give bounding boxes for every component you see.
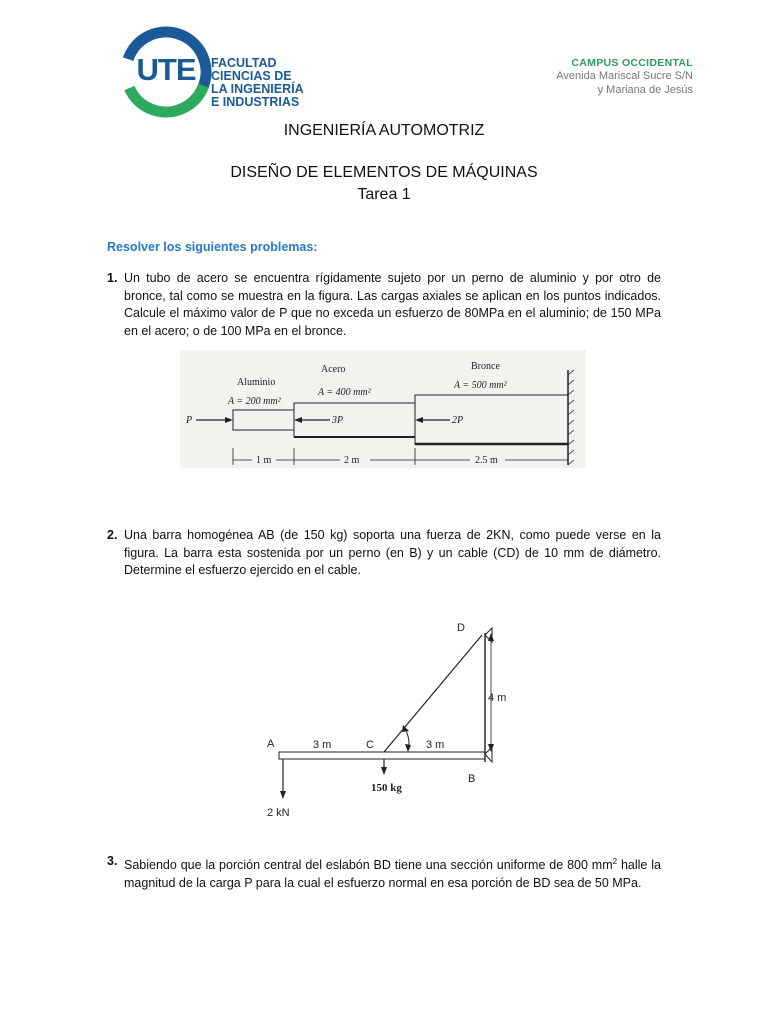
dimension-1: 1 m <box>256 455 272 466</box>
weight-label: 150 kg <box>371 782 402 794</box>
problem-2-text: Una barra homogénea AB (de 150 kg) soporta una fuerza de 2KN, como puede verse en la figura. La barra esta sostenida por un perno (en B) y un cable (CD) de 10 mm de diámetro. Determine el esfuerzo ejercido en el cable. <box>124 528 661 577</box>
campus-address-line2: y Mariana de Jesús <box>597 84 693 96</box>
acero-area: A = 400 mm² <box>318 387 371 398</box>
load-2p-label: 2P <box>452 415 464 426</box>
bronce-area: A = 500 mm² <box>454 380 507 391</box>
problem-3-number: 3. <box>107 854 118 868</box>
problem-2 <box>107 527 661 580</box>
aluminio-label: Aluminio <box>237 377 276 388</box>
logo-line-3: LA INGENIERÍA <box>211 82 304 96</box>
problem-1 <box>107 270 661 340</box>
logo-line-2: CIENCIAS DE <box>211 69 292 83</box>
acero-label: Acero <box>321 364 346 375</box>
logo-line-4: E INDUSTRIAS <box>211 95 300 109</box>
logo-abbr: UTE <box>136 52 196 87</box>
problem-2-figure <box>255 615 525 825</box>
problem-1-figure <box>180 350 586 468</box>
faculty-logo <box>118 24 318 119</box>
load-p-label: P <box>186 415 193 426</box>
instructions-heading: Resolver los siguientes problemas: <box>107 240 318 254</box>
campus-info <box>473 57 693 97</box>
force-label: 2 kN <box>267 807 290 819</box>
problem-3 <box>107 853 661 892</box>
course-title: DISEÑO DE ELEMENTOS DE MÁQUINAS <box>230 164 538 181</box>
aluminio-area: A = 200 mm² <box>228 396 281 407</box>
problem-1-text: Un tubo de acero se encuentra rígidamente sujeto por un perno de aluminio y por otro de bronce, tal como se muestra en la figura. Las cargas axiales se aplican en los puntos indicados. Calcule el máximo valor de P que no exceda un esfuerzo de 80MPa en el aluminio; de 150 MPa en el acero; o de 100 MPa en el bronce. <box>124 271 661 338</box>
point-c-label: C <box>366 739 374 751</box>
problem-3-superscript: 2 <box>612 857 618 866</box>
problem-3-text-before: Sabiendo que la porción central del eslabón BD tiene una sección uniforme de 800 mm <box>124 858 613 873</box>
point-d-label: D <box>457 622 465 634</box>
program-title: INGENIERÍA AUTOMOTRIZ <box>283 122 485 139</box>
point-b-label: B <box>468 773 476 785</box>
assignment-title: Tarea 1 <box>357 186 411 203</box>
dimension-cb: 3 m <box>426 739 445 751</box>
campus-title: CAMPUS OCCIDENTAL <box>571 57 693 69</box>
dimension-2: 2 m <box>344 455 360 466</box>
point-a-label: A <box>267 738 275 750</box>
problem-1-number: 1. <box>107 271 118 285</box>
logo-faculty-name <box>211 57 304 109</box>
dimension-ac: 3 m <box>313 739 332 751</box>
logo-line-1: FACULTAD <box>211 56 277 70</box>
problem-2-number: 2. <box>107 528 118 542</box>
height-dimension: 4 m <box>488 692 507 704</box>
dimension-3: 2.5 m <box>475 455 498 466</box>
campus-address-line1: Avenida Mariscal Sucre S/N <box>556 70 693 82</box>
load-3p-label: 3P <box>332 415 344 426</box>
problem-3-text-after: halle la magnitud de la carga P para la cual el esfuerzo normal en esa porción de BD sea de 50 MPa. <box>124 858 661 890</box>
bronce-label: Bronce <box>471 361 500 372</box>
